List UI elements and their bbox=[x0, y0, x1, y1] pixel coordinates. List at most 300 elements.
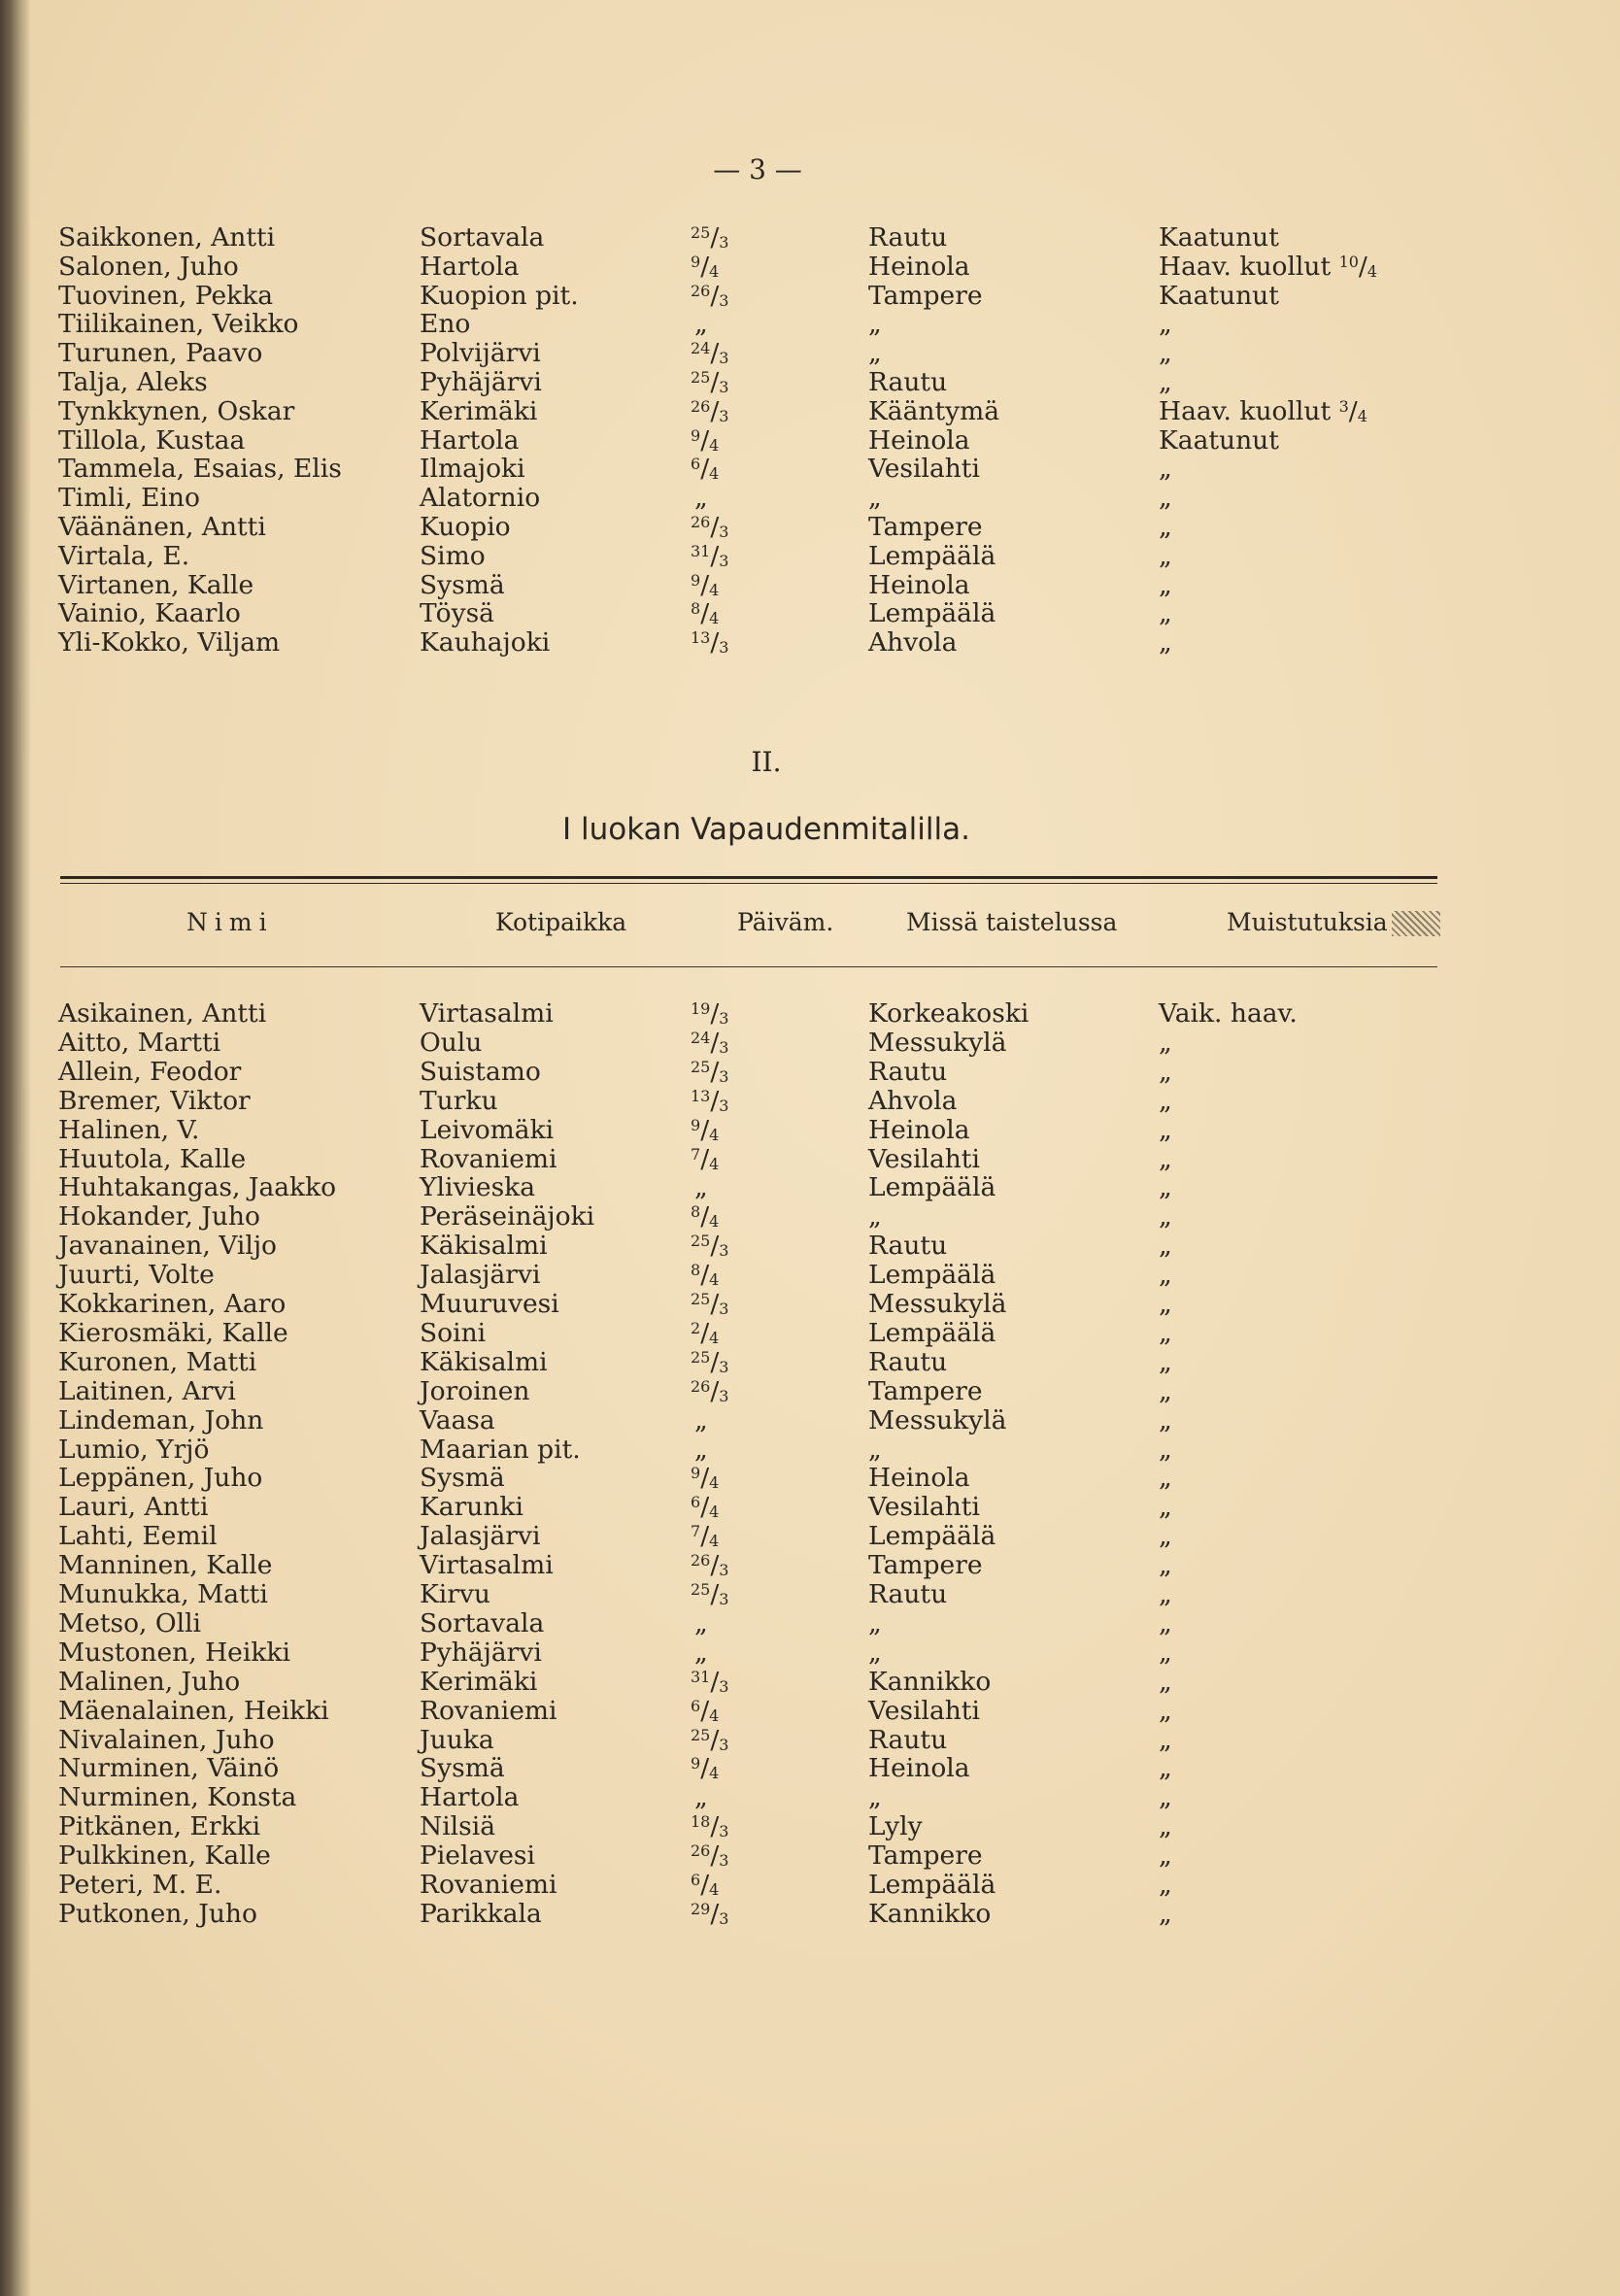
table-row bbox=[0, 282, 1620, 311]
place-cell: Suistamo bbox=[420, 1056, 541, 1087]
place-cell: Jalasjärvi bbox=[420, 1260, 541, 1291]
note-text: „ bbox=[1159, 1289, 1172, 1319]
date-day: 26 bbox=[691, 513, 711, 531]
table-row bbox=[0, 1754, 1620, 1783]
note-text: Kaatunut bbox=[1159, 424, 1279, 456]
battle-cell: Rautu bbox=[868, 1579, 948, 1609]
name-cell: Peteri, M. E. bbox=[58, 1870, 222, 1900]
date-cell bbox=[691, 999, 768, 1029]
note-cell bbox=[1159, 1261, 1172, 1290]
date-day: 18 bbox=[691, 1812, 711, 1832]
date-day: 8 bbox=[691, 599, 701, 619]
battle-cell: „ bbox=[868, 309, 882, 340]
date-cell bbox=[691, 1319, 768, 1348]
place-cell: Polvijärvi bbox=[420, 338, 541, 369]
ditto-mark: „ bbox=[694, 483, 708, 514]
place-cell: Joroinen bbox=[420, 1375, 530, 1406]
date-cell bbox=[691, 1668, 768, 1697]
date-month: 3 bbox=[719, 1851, 729, 1871]
place-cell: Leivomäki bbox=[420, 1114, 555, 1145]
date-slash: / bbox=[710, 1898, 720, 1929]
place-cell: Sysmä bbox=[420, 1463, 505, 1494]
date-slash: / bbox=[710, 222, 720, 253]
note-cell bbox=[1159, 1638, 1172, 1668]
date-cell bbox=[691, 1058, 768, 1087]
date-month: 3 bbox=[719, 1735, 729, 1754]
table-row bbox=[0, 1580, 1620, 1609]
date-slash: / bbox=[700, 1143, 710, 1174]
table-row bbox=[0, 1377, 1620, 1406]
name-cell: Leppänen, Juho bbox=[58, 1463, 263, 1494]
place-cell: Pielavesi bbox=[420, 1840, 535, 1872]
place-cell: Juuka bbox=[420, 1724, 494, 1755]
name-cell: Lahti, Eemil bbox=[58, 1521, 218, 1552]
note-cell bbox=[1159, 1522, 1172, 1551]
note-text: „ bbox=[1159, 598, 1172, 629]
date-slash: / bbox=[700, 1695, 710, 1726]
note-text: „ bbox=[1159, 1201, 1172, 1232]
table-row bbox=[0, 1116, 1620, 1145]
date-slash: / bbox=[700, 1753, 710, 1784]
battle-cell: Ahvola bbox=[868, 627, 958, 658]
date-cell bbox=[691, 1697, 768, 1726]
battle-cell: Korkeakoski bbox=[868, 998, 1029, 1029]
name-cell: Laitinen, Arvi bbox=[58, 1375, 236, 1406]
note-cell bbox=[1159, 542, 1172, 571]
battle-cell: Lempäälä bbox=[868, 1521, 996, 1552]
battle-cell: Tampere bbox=[868, 1375, 983, 1406]
date-day: 25 bbox=[691, 1057, 711, 1076]
ditto-mark: „ bbox=[694, 1637, 708, 1668]
date-month: 4 bbox=[709, 464, 720, 484]
note-cell bbox=[1159, 1319, 1172, 1348]
note-text: „ bbox=[1159, 1782, 1172, 1813]
place-cell: Jalasjärvi bbox=[420, 1521, 541, 1552]
place-cell: Sysmä bbox=[420, 569, 505, 600]
date-slash: / bbox=[710, 1550, 720, 1581]
note-text: „ bbox=[1159, 1811, 1172, 1842]
place-cell: Eno bbox=[420, 309, 471, 340]
note-text: „ bbox=[1159, 1695, 1172, 1726]
note-text: Kaatunut bbox=[1159, 280, 1279, 311]
place-cell: Oulu bbox=[420, 1027, 483, 1058]
battle-cell: Kannikko bbox=[868, 1666, 992, 1697]
table-row bbox=[0, 1202, 1620, 1232]
date-slash: / bbox=[710, 540, 720, 571]
note-cell bbox=[1159, 628, 1172, 658]
note-text: „ bbox=[1159, 1056, 1172, 1087]
name-cell: Väänänen, Antti bbox=[58, 512, 266, 542]
note-cell bbox=[1159, 455, 1172, 484]
date-day: 26 bbox=[691, 396, 711, 416]
note-cell bbox=[1159, 1812, 1172, 1841]
date-cell bbox=[691, 542, 768, 571]
date-month: 4 bbox=[709, 1764, 720, 1783]
note-cell bbox=[1159, 1900, 1172, 1929]
battle-cell: Messukylä bbox=[868, 1027, 1007, 1058]
note-text: Haav. kuollut bbox=[1159, 395, 1339, 426]
header-rule-bottom bbox=[60, 966, 1437, 967]
table-row bbox=[0, 1638, 1620, 1668]
note-cell bbox=[1159, 484, 1172, 513]
date-cell bbox=[691, 455, 768, 484]
date-slash: / bbox=[700, 1463, 710, 1494]
date-day: 7 bbox=[691, 1144, 701, 1164]
note-month: 4 bbox=[1357, 406, 1367, 425]
date-slash: / bbox=[700, 1521, 710, 1552]
note-cell bbox=[1159, 282, 1279, 311]
place-cell: Rovaniemi bbox=[420, 1143, 557, 1174]
battle-cell: Kannikko bbox=[868, 1898, 992, 1929]
note-cell bbox=[1159, 1058, 1172, 1087]
table-row bbox=[0, 426, 1620, 456]
name-cell: Kierosmäki, Kalle bbox=[58, 1317, 288, 1348]
note-text: „ bbox=[1159, 1375, 1172, 1406]
table-row bbox=[0, 1261, 1620, 1290]
ditto-mark: „ bbox=[694, 1607, 708, 1638]
date-cell bbox=[691, 1232, 768, 1261]
date-cell bbox=[691, 1116, 768, 1145]
battle-cell: Vesilahti bbox=[868, 1143, 980, 1174]
table-row bbox=[0, 1551, 1620, 1580]
note-cell bbox=[1159, 1493, 1172, 1522]
table-row bbox=[0, 1406, 1620, 1435]
ink-stamp-mark bbox=[1392, 911, 1440, 936]
note-cell bbox=[1159, 1348, 1172, 1377]
ditto-mark: „ bbox=[694, 1782, 708, 1813]
battle-cell: Tampere bbox=[868, 1550, 983, 1581]
date-cell bbox=[691, 1087, 768, 1116]
date-day: 25 bbox=[691, 368, 711, 387]
date-cell bbox=[691, 1493, 768, 1522]
date-cell bbox=[691, 1173, 768, 1202]
date-month: 3 bbox=[719, 1822, 729, 1841]
note-cell bbox=[1159, 1783, 1172, 1812]
date-month: 4 bbox=[709, 1328, 720, 1347]
date-day: 24 bbox=[691, 1028, 711, 1047]
date-cell bbox=[691, 1754, 768, 1783]
ditto-mark: „ bbox=[694, 1434, 708, 1465]
date-month: 3 bbox=[719, 290, 729, 310]
date-cell bbox=[691, 1261, 768, 1290]
date-cell bbox=[691, 484, 768, 513]
date-slash: / bbox=[700, 251, 710, 282]
date-cell bbox=[691, 1871, 768, 1900]
date-month: 4 bbox=[709, 1125, 720, 1144]
name-cell: Vainio, Kaarlo bbox=[58, 598, 241, 629]
date-day: 25 bbox=[691, 1580, 711, 1599]
header-rule-top bbox=[60, 876, 1437, 879]
note-cell bbox=[1159, 368, 1172, 397]
name-cell: Bremer, Viktor bbox=[58, 1085, 251, 1116]
table-row bbox=[0, 1087, 1620, 1116]
battle-cell: Heinola bbox=[868, 569, 970, 600]
date-day: 9 bbox=[691, 570, 701, 590]
table-row bbox=[0, 999, 1620, 1029]
header-note: Muistutuksia bbox=[1227, 908, 1388, 936]
date-slash: / bbox=[710, 1231, 720, 1262]
date-day: 26 bbox=[691, 1376, 711, 1396]
date-month: 3 bbox=[719, 1009, 729, 1028]
date-month: 4 bbox=[709, 1212, 720, 1232]
battle-cell: Lyly bbox=[868, 1811, 923, 1842]
note-cell bbox=[1159, 253, 1377, 282]
name-cell: Tuovinen, Pekka bbox=[58, 280, 274, 311]
date-slash: / bbox=[710, 1027, 720, 1058]
name-cell: Tillola, Kustaa bbox=[58, 424, 246, 456]
name-cell: Lauri, Antti bbox=[58, 1492, 209, 1523]
date-slash: / bbox=[710, 627, 720, 658]
note-cell bbox=[1159, 1232, 1172, 1261]
date-month: 4 bbox=[709, 1154, 720, 1173]
date-day: 8 bbox=[691, 1261, 701, 1280]
table-row bbox=[0, 368, 1620, 397]
date-cell bbox=[691, 599, 768, 628]
date-month: 3 bbox=[719, 1096, 729, 1115]
note-text: „ bbox=[1159, 1840, 1172, 1872]
note-text: „ bbox=[1159, 1550, 1172, 1581]
note-cell bbox=[1159, 339, 1172, 368]
battle-cell: Tampere bbox=[868, 1840, 983, 1872]
date-day: 25 bbox=[691, 1232, 711, 1251]
place-cell: Karunki bbox=[420, 1492, 523, 1523]
note-text: „ bbox=[1159, 1434, 1172, 1465]
note-text: Vaik. haav. bbox=[1159, 998, 1298, 1029]
date-slash: / bbox=[700, 1870, 710, 1900]
name-cell: Tiilikainen, Veikko bbox=[58, 309, 299, 340]
note-cell bbox=[1159, 599, 1172, 628]
note-text: „ bbox=[1159, 1492, 1172, 1523]
date-month: 4 bbox=[709, 261, 720, 281]
note-cell bbox=[1159, 1697, 1172, 1726]
note-cell bbox=[1159, 397, 1367, 426]
date-month: 3 bbox=[719, 349, 729, 368]
date-cell bbox=[691, 1812, 768, 1841]
date-day: 9 bbox=[691, 1115, 701, 1134]
date-day: 25 bbox=[691, 223, 711, 242]
table-row bbox=[0, 1290, 1620, 1319]
header-place: Kotipaikka bbox=[495, 908, 627, 936]
table-row bbox=[0, 1900, 1620, 1929]
name-cell: Juurti, Volte bbox=[58, 1260, 215, 1291]
table-row bbox=[0, 1232, 1620, 1261]
note-day: 3 bbox=[1338, 396, 1349, 416]
date-slash: / bbox=[700, 1317, 710, 1348]
battle-cell: Lempäälä bbox=[868, 1260, 996, 1291]
battle-cell: Lempäälä bbox=[868, 598, 996, 629]
battle-cell: Messukylä bbox=[868, 1289, 1007, 1319]
battle-cell: „ bbox=[868, 1434, 882, 1465]
date-slash: / bbox=[700, 1114, 710, 1145]
date-cell bbox=[691, 1290, 768, 1319]
name-cell: Halinen, V. bbox=[58, 1114, 200, 1145]
table-row bbox=[0, 1812, 1620, 1841]
note-month: 4 bbox=[1367, 261, 1378, 281]
date-month: 3 bbox=[719, 523, 729, 541]
table-row bbox=[0, 1058, 1620, 1087]
name-cell: Tammela, Esaias, Elis bbox=[58, 454, 342, 485]
table-row bbox=[0, 339, 1620, 368]
date-day: 13 bbox=[691, 628, 711, 648]
note-cell bbox=[1159, 1871, 1172, 1900]
date-cell bbox=[691, 282, 768, 311]
date-slash: / bbox=[710, 1811, 720, 1842]
name-cell: Pitkänen, Erkki bbox=[58, 1811, 261, 1842]
date-month: 3 bbox=[719, 1590, 729, 1608]
table-row bbox=[0, 1871, 1620, 1900]
battle-cell: Ahvola bbox=[868, 1085, 958, 1116]
name-cell: Huhtakangas, Jaakko bbox=[58, 1172, 337, 1203]
date-cell bbox=[691, 1551, 768, 1580]
place-cell: Soini bbox=[420, 1317, 487, 1348]
date-month: 4 bbox=[709, 435, 720, 455]
date-month: 4 bbox=[709, 1503, 720, 1522]
table-row bbox=[0, 1522, 1620, 1551]
name-cell: Salonen, Juho bbox=[58, 251, 239, 282]
place-cell: Hartola bbox=[420, 1782, 520, 1813]
note-text: „ bbox=[1159, 1463, 1172, 1494]
note-text: „ bbox=[1159, 1607, 1172, 1638]
battle-cell: Rautu bbox=[868, 367, 948, 397]
date-cell bbox=[691, 628, 768, 658]
note-text: „ bbox=[1159, 309, 1172, 340]
battle-cell: Lempäälä bbox=[868, 1317, 996, 1348]
note-text: „ bbox=[1159, 1579, 1172, 1609]
date-month: 4 bbox=[709, 1532, 720, 1551]
battle-cell: Rautu bbox=[868, 1231, 948, 1262]
place-cell: Vaasa bbox=[420, 1404, 495, 1435]
note-cell bbox=[1159, 1029, 1172, 1058]
table-row bbox=[0, 1464, 1620, 1493]
name-cell: Virtala, E. bbox=[58, 540, 190, 571]
place-cell: Virtasalmi bbox=[420, 1550, 554, 1581]
place-cell: Virtasalmi bbox=[420, 998, 554, 1029]
name-cell: Metso, Olli bbox=[58, 1607, 202, 1638]
date-cell bbox=[691, 223, 768, 253]
name-cell: Talja, Aleks bbox=[58, 367, 208, 397]
date-month: 4 bbox=[709, 609, 720, 628]
date-day: 9 bbox=[691, 252, 701, 271]
place-cell: Turku bbox=[420, 1085, 498, 1116]
date-day: 6 bbox=[691, 1493, 701, 1512]
date-slash: / bbox=[710, 1666, 720, 1697]
name-cell: Virtanen, Kalle bbox=[58, 569, 254, 600]
date-cell bbox=[691, 571, 768, 600]
note-text: „ bbox=[1159, 1724, 1172, 1755]
date-day: 26 bbox=[691, 281, 711, 300]
name-cell: Allein, Feodor bbox=[58, 1056, 242, 1087]
place-cell: Kauhajoki bbox=[420, 627, 551, 658]
date-cell bbox=[691, 1726, 768, 1755]
header-battle: Missä taistelussa bbox=[906, 908, 1118, 936]
name-cell: Lindeman, John bbox=[58, 1404, 264, 1435]
date-slash: / bbox=[700, 424, 710, 456]
note-cell bbox=[1159, 1116, 1172, 1145]
table-row bbox=[0, 1173, 1620, 1202]
date-month: 3 bbox=[719, 378, 729, 396]
date-cell bbox=[691, 1522, 768, 1551]
page-number: — 3 — bbox=[713, 153, 802, 186]
name-cell: Nurminen, Konsta bbox=[58, 1782, 297, 1813]
note-cell bbox=[1159, 1406, 1172, 1435]
note-cell bbox=[1159, 310, 1172, 339]
date-slash: / bbox=[710, 367, 720, 397]
date-day: 13 bbox=[691, 1086, 711, 1105]
date-month: 3 bbox=[719, 1037, 729, 1057]
date-slash: / bbox=[710, 1289, 720, 1319]
date-cell bbox=[691, 426, 768, 456]
battle-cell: Tampere bbox=[868, 512, 983, 542]
table-row bbox=[0, 513, 1620, 542]
battle-cell: Vesilahti bbox=[868, 454, 980, 485]
date-day: 25 bbox=[691, 1290, 711, 1308]
battle-cell: Heinola bbox=[868, 1753, 970, 1784]
battle-cell: „ bbox=[868, 1637, 882, 1668]
date-cell bbox=[691, 1029, 768, 1058]
name-cell: Asikainen, Antti bbox=[58, 998, 267, 1029]
battle-cell: Tampere bbox=[868, 280, 983, 311]
date-slash: / bbox=[700, 1260, 710, 1291]
place-cell: Simo bbox=[420, 540, 486, 571]
date-slash: / bbox=[710, 1375, 720, 1406]
name-cell: Nivalainen, Juho bbox=[58, 1724, 275, 1755]
date-cell bbox=[691, 1900, 768, 1929]
date-month: 3 bbox=[719, 638, 729, 658]
date-month: 3 bbox=[719, 1908, 729, 1928]
table-row bbox=[0, 1726, 1620, 1755]
note-cell bbox=[1159, 1754, 1172, 1783]
note-cell bbox=[1159, 223, 1279, 253]
date-month: 3 bbox=[719, 1561, 729, 1580]
table-row bbox=[0, 1348, 1620, 1377]
date-cell bbox=[691, 1580, 768, 1609]
date-slash: / bbox=[700, 454, 710, 485]
header-name: Nimi bbox=[186, 908, 274, 936]
name-cell: Mäenalainen, Heikki bbox=[58, 1695, 329, 1726]
date-cell bbox=[691, 397, 768, 426]
battle-cell: Lempäälä bbox=[868, 1870, 996, 1900]
name-cell: Putkonen, Juho bbox=[58, 1898, 257, 1929]
name-cell: Pulkkinen, Kalle bbox=[58, 1840, 271, 1872]
note-cell bbox=[1159, 1551, 1172, 1580]
note-cell bbox=[1159, 1087, 1172, 1116]
date-slash: / bbox=[710, 280, 720, 311]
note-text: „ bbox=[1159, 1637, 1172, 1668]
place-cell: Ylivieska bbox=[420, 1172, 536, 1203]
place-cell: Pyhäjärvi bbox=[420, 367, 542, 397]
battle-cell: „ bbox=[868, 483, 882, 514]
date-slash: / bbox=[710, 1056, 720, 1087]
place-cell: Hartola bbox=[420, 424, 520, 456]
note-text: „ bbox=[1159, 1346, 1172, 1377]
date-month: 4 bbox=[709, 580, 720, 599]
table-row bbox=[0, 1435, 1620, 1465]
date-cell bbox=[691, 310, 768, 339]
place-cell: Kerimäki bbox=[420, 395, 538, 426]
battle-cell: „ bbox=[868, 338, 882, 369]
table-row bbox=[0, 455, 1620, 484]
note-text: „ bbox=[1159, 1870, 1172, 1900]
date-day: 7 bbox=[691, 1522, 701, 1541]
section-numeral: II. bbox=[751, 746, 782, 778]
date-cell bbox=[691, 513, 768, 542]
note-text: „ bbox=[1159, 1404, 1172, 1435]
battle-cell: Heinola bbox=[868, 1463, 970, 1494]
note-text: „ bbox=[1159, 1143, 1172, 1174]
date-slash: / bbox=[710, 512, 720, 542]
place-cell: Pyhäjärvi bbox=[420, 1637, 542, 1668]
date-slash: / bbox=[710, 395, 720, 426]
